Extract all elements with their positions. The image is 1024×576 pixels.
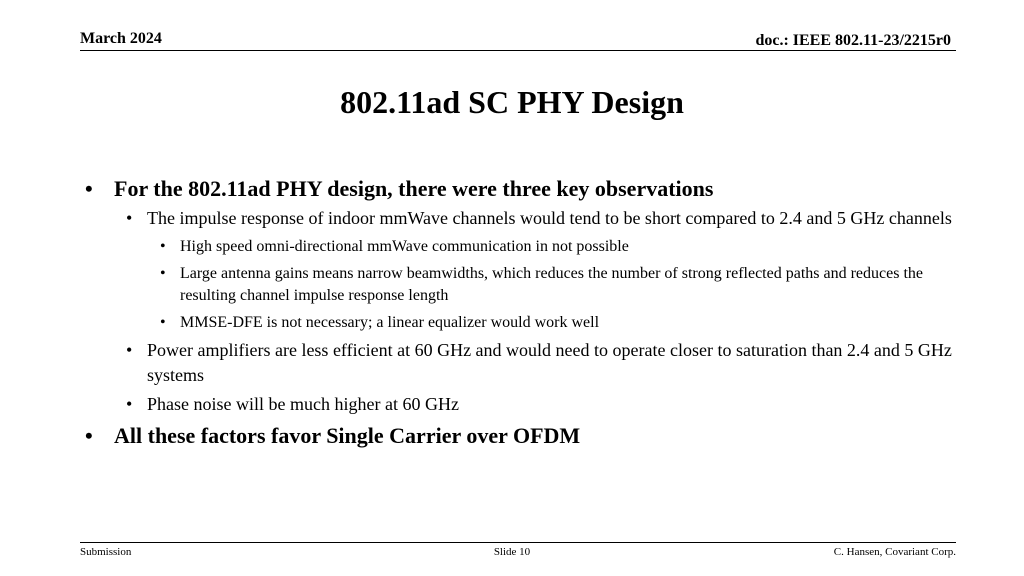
bullet-text: The impulse response of indoor mmWave channels would tend to be short compared to 2.4 and 5 GHz channels <box>147 208 952 228</box>
bullet-level3 <box>80 236 960 258</box>
bullet-level3 <box>80 312 960 334</box>
bullet-text: High speed omni-directional mmWave communication in not possible <box>180 238 629 255</box>
bullet-level3 <box>80 263 960 307</box>
bullet-level1 <box>80 423 960 449</box>
footer-author: C. Hansen, Covariant Corp. <box>833 546 956 558</box>
slide-body <box>80 170 960 449</box>
bullet-level1 <box>80 176 960 202</box>
footer-slide-number: Slide 10 <box>493 546 531 558</box>
bullet-level2 <box>80 206 960 231</box>
bullet-text: MMSE-DFE is not necessary; a linear equalizer would work well <box>180 314 600 331</box>
header-rule <box>80 50 956 51</box>
footer-rule <box>80 542 956 543</box>
bullet-icon: • <box>160 265 166 282</box>
slide-title: 802.11ad SC PHY Design <box>340 84 684 120</box>
bullet-icon: • <box>126 340 133 360</box>
bullet-icon: • <box>85 176 93 201</box>
bullet-text: Power amplifiers are less efficient at 60 GHz and would need to operate closer to saturation than 2.4 and 5 GHz systems <box>147 340 952 385</box>
bullet-icon: • <box>126 208 133 228</box>
bullet-text: All these factors favor Single Carrier over OFDM <box>114 423 581 448</box>
bullet-icon: • <box>160 238 166 255</box>
bullet-text: For the 802.11ad PHY design, there were three key observations <box>114 176 714 201</box>
bullet-text: Large antenna gains means narrow beamwidths, which reduces the number of strong reflected paths and reduces the resulting channel impulse response length <box>180 265 923 304</box>
footer-submission: Submission <box>80 546 132 558</box>
header-date: March 2024 <box>80 30 162 47</box>
bullet-text: Phase noise will be much higher at 60 GHz <box>147 394 459 414</box>
bullet-icon: • <box>160 314 166 331</box>
bullet-icon: • <box>126 394 133 414</box>
bullet-level2 <box>80 338 960 388</box>
header-doc-id: doc.: IEEE 802.11-23/2215r0 <box>755 32 951 49</box>
bullet-icon: • <box>85 423 93 448</box>
bullet-level2 <box>80 392 960 417</box>
